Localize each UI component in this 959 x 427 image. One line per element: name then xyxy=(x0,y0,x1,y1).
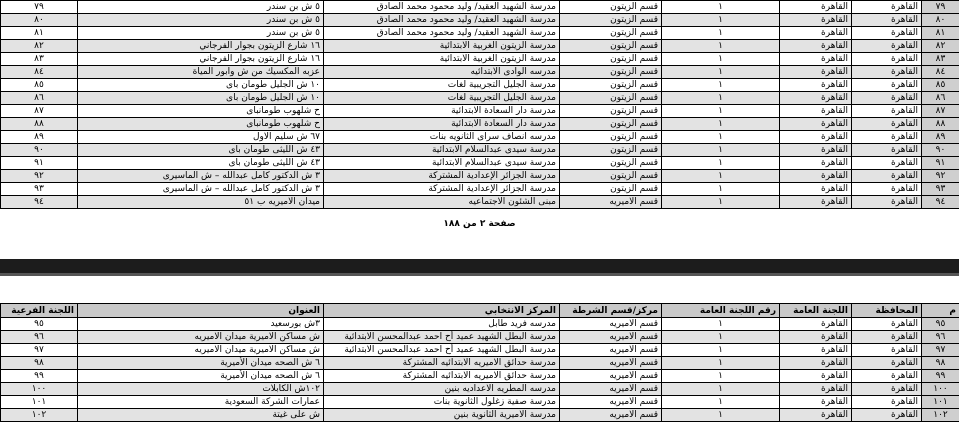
table-row xyxy=(1,66,959,79)
committee-number-cell: ١ xyxy=(662,409,780,422)
general-committee-cell: القاهرة xyxy=(780,344,852,357)
police-station-cell: قسم الزيتون xyxy=(560,105,662,118)
table-row xyxy=(1,53,959,66)
governorate-cell: القاهرة xyxy=(852,53,922,66)
serial-cell: ٨٧ xyxy=(922,105,959,118)
polling-center-cell: مدرسة البطل الشهيد عميد أح احمد عبدالمحسن الابتدائية xyxy=(324,344,560,357)
governorate-cell: القاهرة xyxy=(852,396,922,409)
polling-center-cell: مدرسة البطل الشهيد عميد أح احمد عبدالمحسن الابتدائية xyxy=(324,331,560,344)
committee-number-cell: ١ xyxy=(662,170,780,183)
sub-committee-cell: ٩٧ xyxy=(1,344,78,357)
governorate-cell: القاهرة xyxy=(852,196,922,209)
table-row xyxy=(1,357,959,370)
committee-number-cell: ١ xyxy=(662,79,780,92)
address-cell: ٣ ش الدكتور كامل عبدالله – ش الماسيرى xyxy=(78,170,324,183)
committee-number-cell: ١ xyxy=(662,40,780,53)
header-sub-committee: اللجنة الفرعية xyxy=(1,304,78,318)
committee-number-cell: ١ xyxy=(662,92,780,105)
governorate-cell: القاهرة xyxy=(852,131,922,144)
table-row xyxy=(1,383,959,396)
serial-cell: ٩١ xyxy=(922,157,959,170)
header-police-station: مركز/قسم الشرطة xyxy=(560,304,662,318)
police-station-cell: قسم الزيتون xyxy=(560,118,662,131)
committee-number-cell: ١ xyxy=(662,196,780,209)
polling-center-cell: مدرسه انصاف سراى الثانويه بنات xyxy=(324,131,560,144)
address-cell: ح شلهوب طومانباى xyxy=(78,118,324,131)
police-station-cell: قسم الاميريه xyxy=(560,357,662,370)
sub-committee-cell: ٧٩ xyxy=(1,1,78,14)
committee-number-cell: ١ xyxy=(662,383,780,396)
serial-cell: ٨٨ xyxy=(922,118,959,131)
table-row xyxy=(1,344,959,357)
sub-committee-cell: ١٠٠ xyxy=(1,383,78,396)
committee-number-cell: ١ xyxy=(662,318,780,331)
general-committee-cell: القاهرة xyxy=(780,157,852,170)
governorate-cell: القاهرة xyxy=(852,40,922,53)
governorate-cell: القاهرة xyxy=(852,14,922,27)
committee-number-cell: ١ xyxy=(662,396,780,409)
governorate-cell: القاهرة xyxy=(852,79,922,92)
address-cell: ش مساكن الاميرية ميدان الاميريه xyxy=(78,331,324,344)
general-committee-cell: القاهرة xyxy=(780,14,852,27)
police-station-cell: قسم الاميريه xyxy=(560,331,662,344)
table-row xyxy=(1,409,959,422)
serial-cell: ٩٨ xyxy=(922,357,959,370)
police-station-cell: قسم الاميريه xyxy=(560,409,662,422)
general-committee-cell: القاهرة xyxy=(780,196,852,209)
governorate-cell: القاهرة xyxy=(852,144,922,157)
sub-committee-cell: ٩٨ xyxy=(1,357,78,370)
header-address: العنوان xyxy=(78,304,324,318)
governorate-cell: القاهرة xyxy=(852,170,922,183)
table-row xyxy=(1,105,959,118)
serial-cell: ١٠٠ xyxy=(922,383,959,396)
polling-center-cell: مدرسة دار السعادة الابتدائية xyxy=(324,105,560,118)
table-row xyxy=(1,27,959,40)
sub-committee-cell: ٩١ xyxy=(1,157,78,170)
serial-cell: ٧٩ xyxy=(922,1,959,14)
table-row xyxy=(1,14,959,27)
polling-center-cell: مدرسة الجزائر الإعدادية المشتركة xyxy=(324,183,560,196)
polling-center-cell: مدرسة الزيتون الغربية الابتدائية xyxy=(324,40,560,53)
governorate-cell: القاهرة xyxy=(852,370,922,383)
police-station-cell: قسم الزيتون xyxy=(560,40,662,53)
general-committee-cell: القاهرة xyxy=(780,118,852,131)
sub-committee-cell: ٨٤ xyxy=(1,66,78,79)
general-committee-cell: القاهرة xyxy=(780,131,852,144)
police-station-cell: قسم الزيتون xyxy=(560,27,662,40)
governorate-cell: القاهرة xyxy=(852,383,922,396)
serial-cell: ٨٣ xyxy=(922,53,959,66)
address-cell: ١٦ شارع الزيتون بجوار الفرجاني xyxy=(78,40,324,53)
polling-center-cell: مدرسة سيدى عبدالسلام الابتدائية xyxy=(324,144,560,157)
committee-number-cell: ١ xyxy=(662,157,780,170)
table-row xyxy=(1,157,959,170)
sub-committee-cell: ٨٠ xyxy=(1,14,78,27)
address-cell: ٥ ش بن سندر xyxy=(78,14,324,27)
polling-center-cell: مدرسة الجليل التجريبية لغات xyxy=(324,92,560,105)
serial-cell: ٩٢ xyxy=(922,170,959,183)
committee-number-cell: ١ xyxy=(662,105,780,118)
police-station-cell: قسم الزيتون xyxy=(560,183,662,196)
polling-center-cell: مدرسة دار السعادة الابتدائية xyxy=(324,118,560,131)
polling-table-page-1 xyxy=(0,0,959,209)
police-station-cell: قسم الزيتون xyxy=(560,144,662,157)
table-row xyxy=(1,396,959,409)
general-committee-cell: القاهرة xyxy=(780,383,852,396)
header-general-committee: اللجنة العامة xyxy=(780,304,852,318)
polling-center-cell: مدرسة سيدى عبدالسلام الابتدائية xyxy=(324,157,560,170)
serial-cell: ٩٥ xyxy=(922,318,959,331)
polling-center-cell: مدرسه المطريه الاعداديه بنين xyxy=(324,383,560,396)
committee-number-cell: ١ xyxy=(662,118,780,131)
table-row xyxy=(1,40,959,53)
table-row xyxy=(1,183,959,196)
address-cell: ١٠ ش الجليل طومان باى xyxy=(78,79,324,92)
table-row xyxy=(1,79,959,92)
serial-cell: ٨٤ xyxy=(922,66,959,79)
governorate-cell: القاهرة xyxy=(852,318,922,331)
committee-number-cell: ١ xyxy=(662,1,780,14)
governorate-cell: القاهرة xyxy=(852,105,922,118)
address-cell: ٥ ش بن سندر xyxy=(78,1,324,14)
polling-table-page-2 xyxy=(0,303,959,422)
sub-committee-cell: ٨٣ xyxy=(1,53,78,66)
general-committee-cell: القاهرة xyxy=(780,92,852,105)
governorate-cell: القاهرة xyxy=(852,118,922,131)
committee-number-cell: ١ xyxy=(662,331,780,344)
page-separator-line xyxy=(0,273,959,276)
serial-cell: ١٠١ xyxy=(922,396,959,409)
governorate-cell: القاهرة xyxy=(852,157,922,170)
police-station-cell: قسم الاميريه xyxy=(560,370,662,383)
police-station-cell: قسم الزيتون xyxy=(560,66,662,79)
sub-committee-cell: ٨١ xyxy=(1,27,78,40)
sub-committee-cell: ٩٩ xyxy=(1,370,78,383)
general-committee-cell: القاهرة xyxy=(780,40,852,53)
sub-committee-cell: ٩٠ xyxy=(1,144,78,157)
polling-center-cell: مدرسة الشهيد العقيد/ وليد محمود محمد الصادق xyxy=(324,27,560,40)
police-station-cell: قسم الزيتون xyxy=(560,53,662,66)
serial-cell: ٨٦ xyxy=(922,92,959,105)
committee-number-cell: ١ xyxy=(662,357,780,370)
police-station-cell: قسم الزيتون xyxy=(560,131,662,144)
table-row xyxy=(1,370,959,383)
sub-committee-cell: ٩٤ xyxy=(1,196,78,209)
polling-center-cell: مدرسه فريد طابل xyxy=(324,318,560,331)
sub-committee-cell: ١٠١ xyxy=(1,396,78,409)
page-separator-bar xyxy=(0,259,959,273)
committee-number-cell: ١ xyxy=(662,131,780,144)
header-governorate: المحافظة xyxy=(852,304,922,318)
sub-committee-cell: ٨٥ xyxy=(1,79,78,92)
table-row xyxy=(1,131,959,144)
sub-committee-cell: ٨٦ xyxy=(1,92,78,105)
general-committee-cell: القاهرة xyxy=(780,409,852,422)
address-cell: ٤٣ ش الليثى طومان باى xyxy=(78,144,324,157)
address-cell: ميدان الاميريه ب ٥١ xyxy=(78,196,324,209)
table-body xyxy=(1,318,959,422)
address-cell: ٥ ش بن سندر xyxy=(78,27,324,40)
polling-center-cell: مدرسة الاميرية الثانوية بنين xyxy=(324,409,560,422)
committee-number-cell: ١ xyxy=(662,183,780,196)
general-committee-cell: القاهرة xyxy=(780,1,852,14)
address-cell: ١٠ ش الجليل طومان باى xyxy=(78,92,324,105)
governorate-cell: القاهرة xyxy=(852,357,922,370)
police-station-cell: قسم الزيتون xyxy=(560,92,662,105)
sub-committee-cell: ٨٢ xyxy=(1,40,78,53)
serial-cell: ٨٩ xyxy=(922,131,959,144)
police-station-cell: قسم الزيتون xyxy=(560,1,662,14)
address-cell: ش مساكن الاميرية ميدان الاميريه xyxy=(78,344,324,357)
general-committee-cell: القاهرة xyxy=(780,370,852,383)
address-cell: ٤٣ ش الليثى طومان باى xyxy=(78,157,324,170)
serial-cell: ٩٤ xyxy=(922,196,959,209)
police-station-cell: قسم الزيتون xyxy=(560,157,662,170)
header-general-committee-number: رقم اللجنة العامة xyxy=(662,304,780,318)
address-cell: ١٠٢ش الكابلات xyxy=(78,383,324,396)
serial-cell: ٨٥ xyxy=(922,79,959,92)
sub-committee-cell: ٩٢ xyxy=(1,170,78,183)
table-row xyxy=(1,170,959,183)
serial-cell: ١٠٢ xyxy=(922,409,959,422)
governorate-cell: القاهرة xyxy=(852,183,922,196)
header-polling-center: المركز الانتخابي xyxy=(324,304,560,318)
serial-cell: ٩٧ xyxy=(922,344,959,357)
governorate-cell: القاهرة xyxy=(852,344,922,357)
table-row xyxy=(1,1,959,14)
governorate-cell: القاهرة xyxy=(852,92,922,105)
address-cell: عمارات الشركة السعودية xyxy=(78,396,324,409)
police-station-cell: قسم الاميريه xyxy=(560,318,662,331)
polling-center-cell: مدرسة الشهيد العقيد/ وليد محمود محمد الصادق xyxy=(324,14,560,27)
polling-center-cell: مدرسة حدائق الاميريه الابتدائيه المشتركة xyxy=(324,370,560,383)
general-committee-cell: القاهرة xyxy=(780,66,852,79)
serial-cell: ٩٣ xyxy=(922,183,959,196)
address-cell: ٣ش بورسعيد xyxy=(78,318,324,331)
general-committee-cell: القاهرة xyxy=(780,53,852,66)
police-station-cell: قسم الزيتون xyxy=(560,79,662,92)
sub-committee-cell: ٩٣ xyxy=(1,183,78,196)
polling-center-cell: مبنى الشئون الاجتماعيه xyxy=(324,196,560,209)
polling-center-cell: مدرسة حدائق الاميريه الابتدائيه المشتركة xyxy=(324,357,560,370)
general-committee-cell: القاهرة xyxy=(780,79,852,92)
general-committee-cell: القاهرة xyxy=(780,105,852,118)
table-row xyxy=(1,196,959,209)
page-number-footer: صفحة ٢ من ١٨٨ xyxy=(443,219,516,229)
address-cell: ح شلهوب طومانباى xyxy=(78,105,324,118)
committee-number-cell: ١ xyxy=(662,53,780,66)
police-station-cell: قسم الاميريه xyxy=(560,344,662,357)
sub-committee-cell: ٨٩ xyxy=(1,131,78,144)
committee-number-cell: ١ xyxy=(662,27,780,40)
police-station-cell: قسم الزيتون xyxy=(560,170,662,183)
address-cell: ٦٧ ش سليم الاول xyxy=(78,131,324,144)
header-serial: م xyxy=(922,304,959,318)
governorate-cell: القاهرة xyxy=(852,66,922,79)
governorate-cell: القاهرة xyxy=(852,1,922,14)
serial-cell: ٩٠ xyxy=(922,144,959,157)
sub-committee-cell: ٨٧ xyxy=(1,105,78,118)
serial-cell: ٨٠ xyxy=(922,14,959,27)
serial-cell: ٨٢ xyxy=(922,40,959,53)
address-cell: ١٦ شارع الزيتون بجوار الفرجاني xyxy=(78,53,324,66)
general-committee-cell: القاهرة xyxy=(780,331,852,344)
table-body xyxy=(1,1,959,209)
polling-center-cell: مدرسة الجليل التجريبية لغات xyxy=(324,79,560,92)
serial-cell: ٨١ xyxy=(922,27,959,40)
table-row xyxy=(1,92,959,105)
polling-center-cell: مدرسة صفية زغلول الثانوية بنات xyxy=(324,396,560,409)
general-committee-cell: القاهرة xyxy=(780,27,852,40)
table-row xyxy=(1,144,959,157)
address-cell: ٦ ش الصحه ميدان الأميرية xyxy=(78,357,324,370)
address-cell: ش على غيتة xyxy=(78,409,324,422)
sub-committee-cell: ١٠٢ xyxy=(1,409,78,422)
committee-number-cell: ١ xyxy=(662,66,780,79)
governorate-cell: القاهرة xyxy=(852,409,922,422)
committee-number-cell: ١ xyxy=(662,14,780,27)
committee-number-cell: ١ xyxy=(662,144,780,157)
sub-committee-cell: ٩٥ xyxy=(1,318,78,331)
general-committee-cell: القاهرة xyxy=(780,183,852,196)
police-station-cell: قسم الاميريه xyxy=(560,396,662,409)
governorate-cell: القاهرة xyxy=(852,331,922,344)
serial-cell: ٩٩ xyxy=(922,370,959,383)
table-row xyxy=(1,118,959,131)
police-station-cell: قسم الاميريه xyxy=(560,383,662,396)
sub-committee-cell: ٨٨ xyxy=(1,118,78,131)
table-row xyxy=(1,318,959,331)
committee-number-cell: ١ xyxy=(662,344,780,357)
table-header-row xyxy=(1,304,959,318)
general-committee-cell: القاهرة xyxy=(780,144,852,157)
committee-number-cell: ١ xyxy=(662,370,780,383)
address-cell: عزبه المكسيك من ش وابور المياة xyxy=(78,66,324,79)
sub-committee-cell: ٩٦ xyxy=(1,331,78,344)
general-committee-cell: القاهرة xyxy=(780,396,852,409)
governorate-cell: القاهرة xyxy=(852,27,922,40)
table-row xyxy=(1,331,959,344)
general-committee-cell: القاهرة xyxy=(780,357,852,370)
police-station-cell: قسم الاميريه xyxy=(560,196,662,209)
address-cell: ٣ ش الدكتور كامل عبدالله – ش الماسيرى xyxy=(78,183,324,196)
polling-center-cell: مدرسه الوادى الابتدائيه xyxy=(324,66,560,79)
polling-center-cell: مدرسة الجزائر الإعدادية المشتركة xyxy=(324,170,560,183)
police-station-cell: قسم الزيتون xyxy=(560,14,662,27)
serial-cell: ٩٦ xyxy=(922,331,959,344)
general-committee-cell: القاهرة xyxy=(780,170,852,183)
address-cell: ٦ ش الصحه ميدان الأميرية xyxy=(78,370,324,383)
general-committee-cell: القاهرة xyxy=(780,318,852,331)
polling-center-cell: مدرسة الزيتون الغربية الابتدائية xyxy=(324,53,560,66)
polling-center-cell: مدرسة الشهيد العقيد/ وليد محمود محمد الصادق xyxy=(324,1,560,14)
